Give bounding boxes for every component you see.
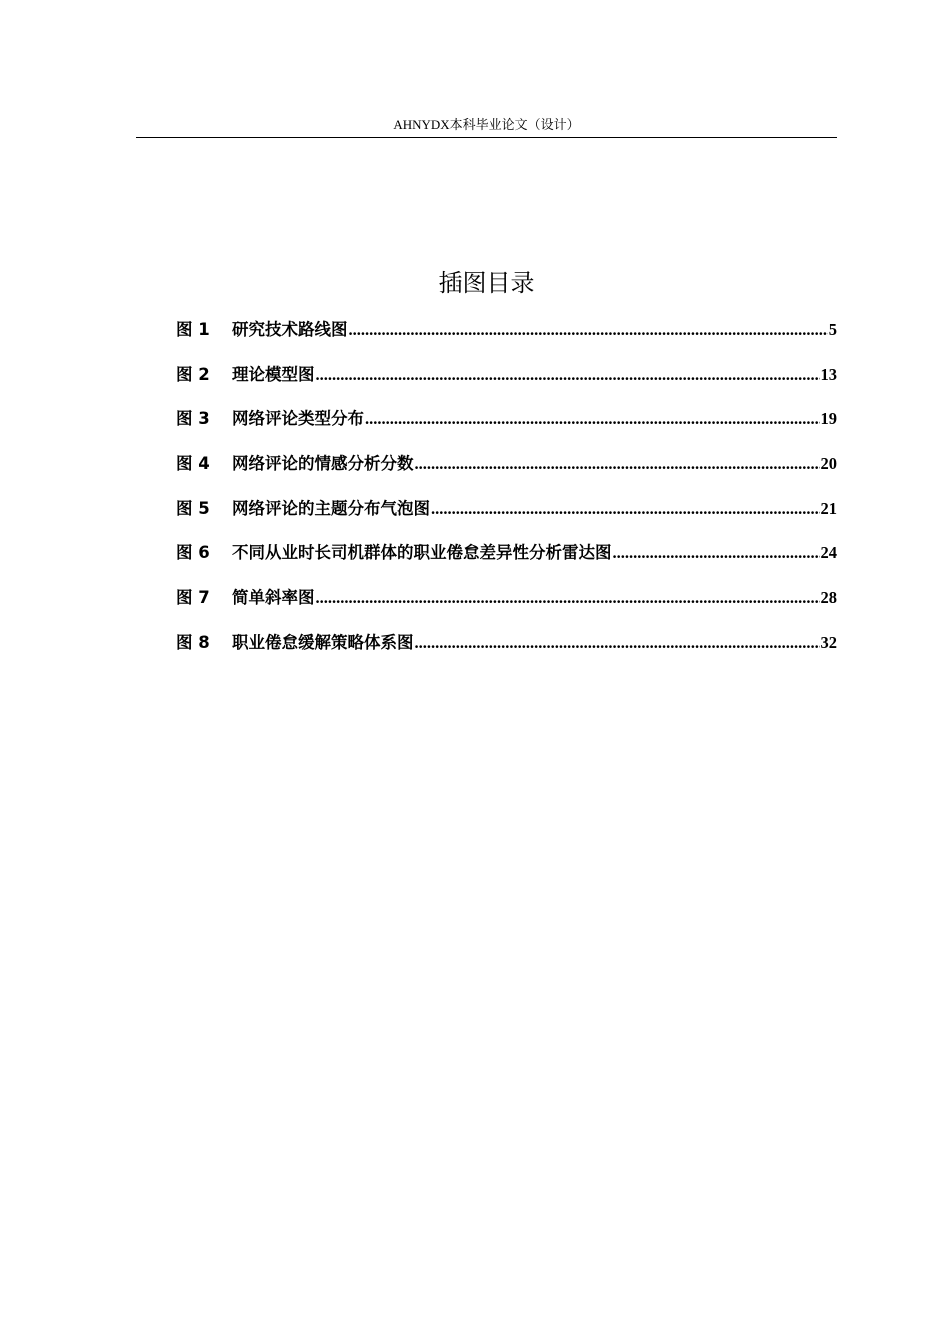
figure-title: 网络评论类型分布 [232,409,364,429]
figure-list-item[interactable] [176,631,837,676]
figure-list [176,318,837,676]
running-header: AHNYDX本科毕业论文（设计） [393,117,580,132]
figure-title: 网络评论的主题分布气泡图 [232,498,430,518]
dot-leader [431,497,820,521]
figure-title: 职业倦怠缓解策略体系图 [232,632,414,652]
figure-title: 研究技术路线图 [232,320,348,339]
figure-number: 图 8 [176,632,210,652]
page-number: 19 [820,409,837,429]
dot-leader [365,407,820,431]
figure-list-item[interactable] [176,541,837,586]
figure-title: 理论模型图 [232,364,315,384]
page-number: 5 [828,320,837,339]
figure-number: 图 3 [176,409,210,429]
page-number: 13 [820,364,837,384]
figure-number: 图 7 [176,588,210,608]
page-number: 24 [820,543,837,563]
dot-leader [349,318,828,342]
figure-number: 图 4 [176,454,210,474]
figure-number: 图 1 [176,320,210,339]
dot-leader [613,541,820,565]
figure-number: 图 5 [176,498,210,518]
dot-leader [415,452,820,476]
header-rule [136,137,837,138]
dot-leader [316,363,820,387]
page-number: 20 [820,454,837,474]
figure-title: 不同从业时长司机群体的职业倦怠差异性分析雷达图 [232,543,612,563]
page-number: 21 [820,498,837,518]
figure-title: 网络评论的情感分析分数 [232,454,414,474]
figure-list-item[interactable] [176,586,837,631]
page-number: 28 [820,588,837,608]
page-number: 32 [820,632,837,652]
figure-list-item[interactable] [176,363,837,408]
figure-title: 简单斜率图 [232,588,315,608]
figure-list-item[interactable] [176,407,837,452]
figure-list-item[interactable] [176,318,837,363]
dot-leader [415,631,820,655]
page-title: 插图目录 [438,269,535,297]
figure-list-item[interactable] [176,497,837,542]
figure-number: 图 2 [176,364,210,384]
figure-number: 图 6 [176,543,210,563]
dot-leader [316,586,820,610]
figure-list-item[interactable] [176,452,837,497]
